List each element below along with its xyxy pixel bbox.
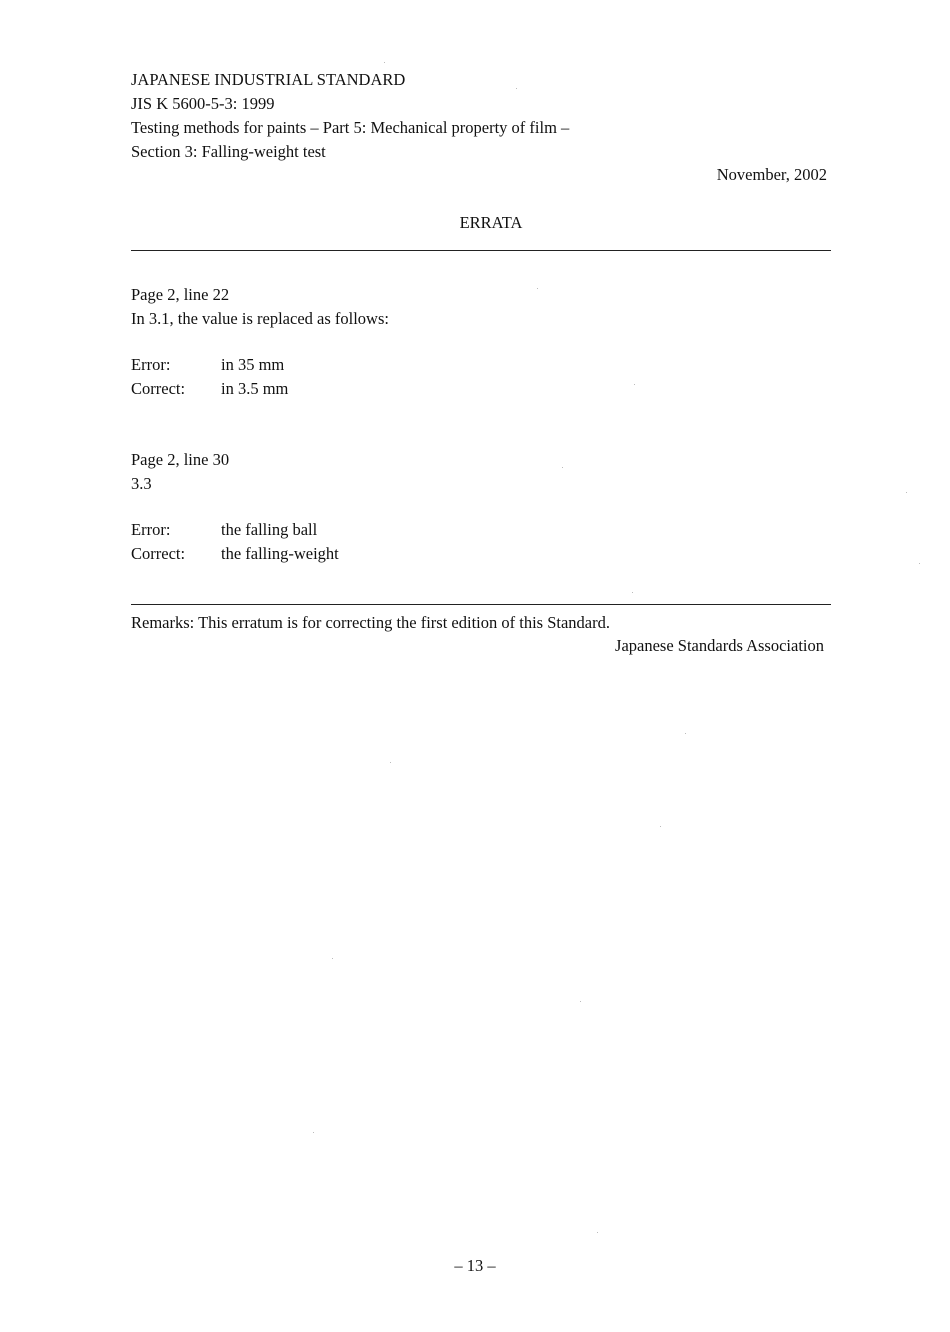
correction-2-context: 3.3 <box>131 474 152 493</box>
scan-speck <box>332 958 333 959</box>
scan-speck <box>660 826 661 827</box>
correct-label: Correct: <box>131 379 186 398</box>
scan-speck <box>562 467 563 468</box>
correction-1-error-row <box>131 353 284 377</box>
errata-heading: ERRATA <box>459 213 523 232</box>
scan-speck <box>906 492 907 493</box>
correct-text: the falling-weight <box>221 544 339 563</box>
scan-speck <box>634 384 635 385</box>
page-number: – 13 – <box>454 1256 496 1275</box>
correction-1-context: In 3.1, the value is replaced as follows: <box>131 309 389 328</box>
correction-2-error-row <box>131 518 317 542</box>
scan-speck <box>919 563 920 564</box>
issue-date: November, 2002 <box>716 165 827 184</box>
remarks: Remarks: This erratum is for correcting the first edition of this Standard. <box>131 613 610 632</box>
standard-type: JAPANESE INDUSTRIAL STANDARD <box>131 70 406 89</box>
error-label: Error: <box>131 520 171 539</box>
standard-title-line2: Section 3: Falling-weight test <box>131 142 326 161</box>
standard-number: JIS K 5600-5-3: 1999 <box>131 94 275 113</box>
scan-speck <box>390 762 391 763</box>
correct-text: in 3.5 mm <box>221 379 289 398</box>
correction-1-location: Page 2, line 22 <box>131 285 230 304</box>
scan-speck <box>516 88 517 89</box>
scan-speck <box>580 1001 581 1002</box>
scan-speck <box>313 1132 314 1133</box>
bottom-rule <box>131 604 831 605</box>
standard-title-line1: Testing methods for paints – Part 5: Mechanical property of film – <box>131 118 570 137</box>
correction-2-location: Page 2, line 30 <box>131 450 230 469</box>
error-text: in 35 mm <box>221 355 285 374</box>
publisher: Japanese Standards Association <box>615 636 824 655</box>
correction-1-correct-row <box>131 377 288 401</box>
error-text: the falling ball <box>221 520 318 539</box>
scan-speck <box>632 592 633 593</box>
error-label: Error: <box>131 355 171 374</box>
correct-label: Correct: <box>131 544 186 563</box>
scan-speck <box>537 288 538 289</box>
scan-speck <box>597 1232 598 1233</box>
correction-2-correct-row <box>131 542 339 566</box>
top-rule <box>131 250 831 251</box>
scan-speck <box>384 62 385 63</box>
scan-speck <box>685 733 686 734</box>
